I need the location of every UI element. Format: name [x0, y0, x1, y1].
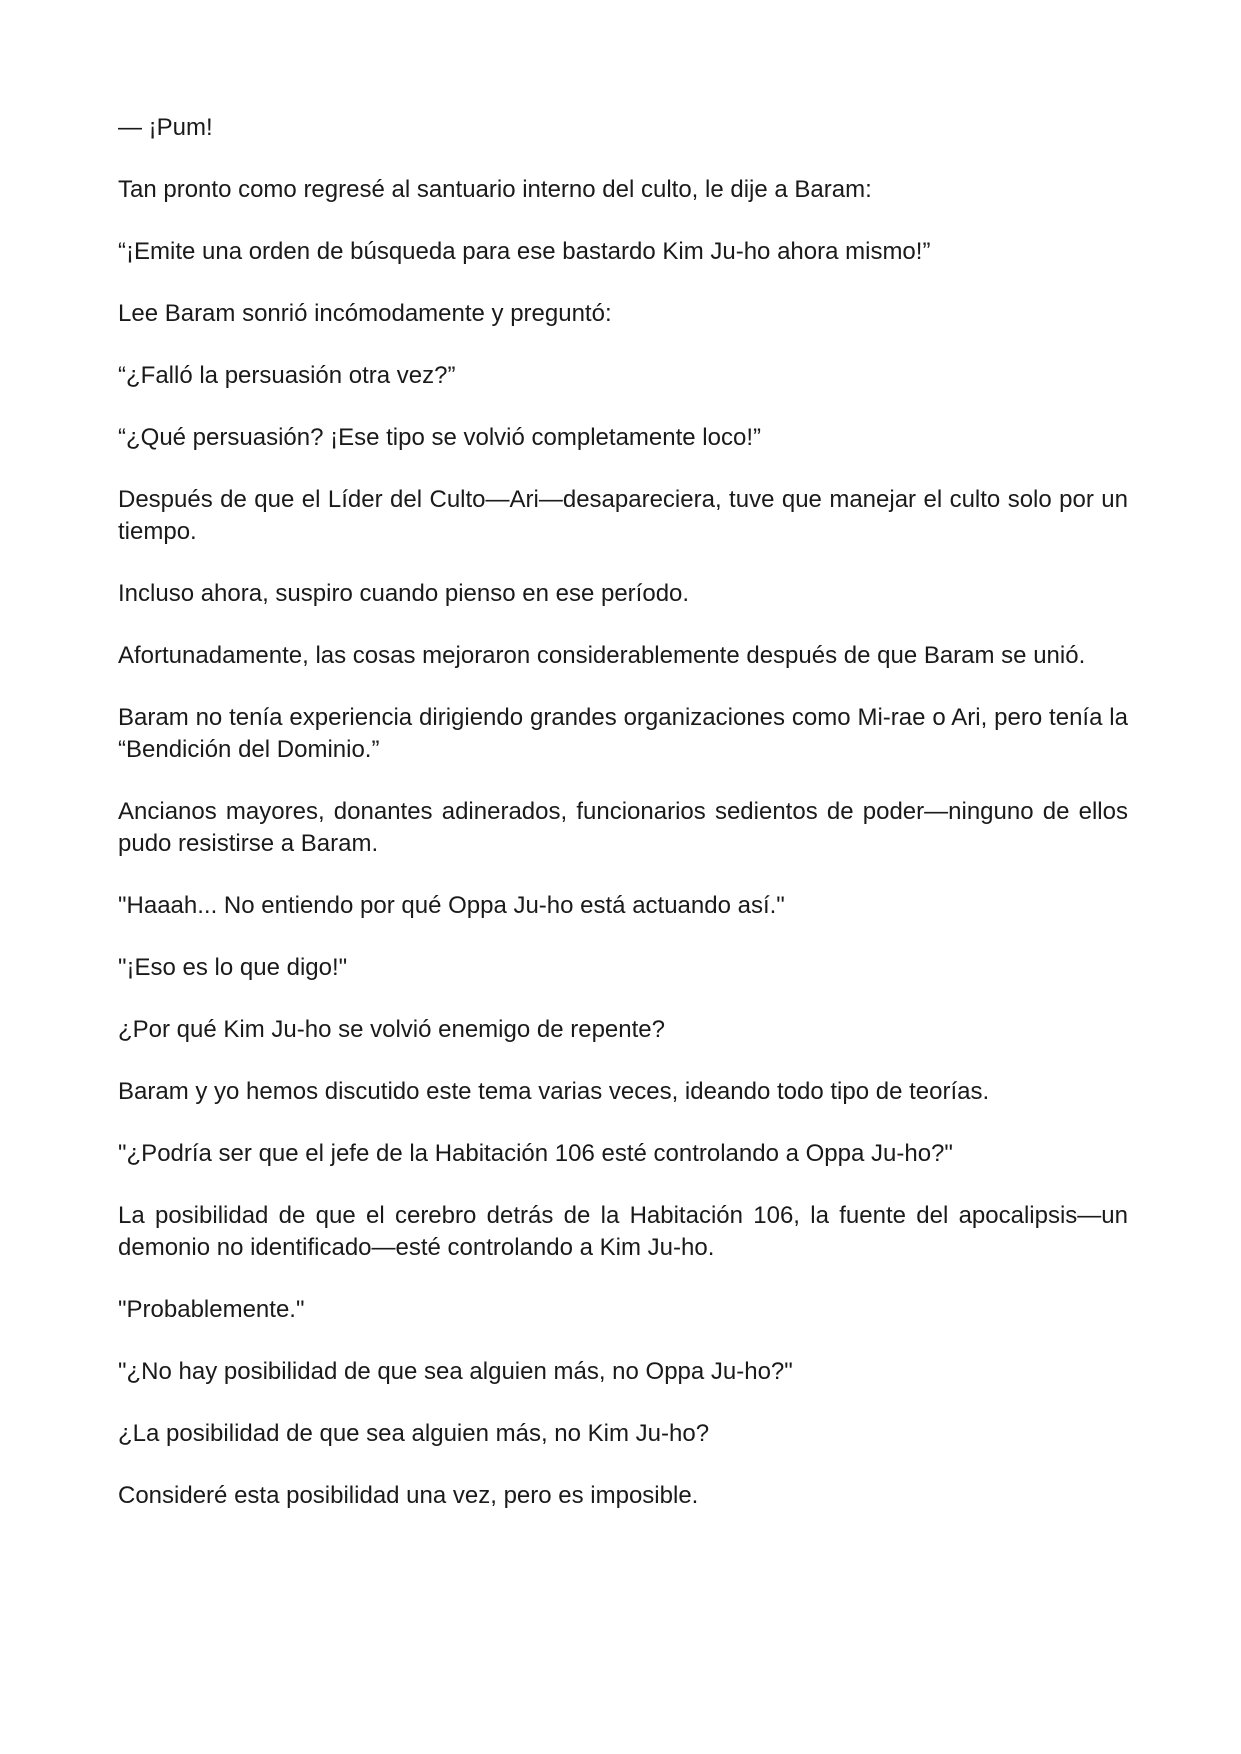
paragraph: “¿Qué persuasión? ¡Ese tipo se volvió completamente loco!” [118, 424, 761, 451]
paragraph: Incluso ahora, suspiro cuando pienso en ese período. [118, 580, 690, 607]
paragraph: Tan pronto como regresé al santuario interno del culto, le dije a Baram: [118, 176, 872, 203]
paragraph: “¿Falló la persuasión otra vez?” [118, 362, 456, 389]
paragraph: La posibilidad de que el cerebro detrás de la Habitación 106, la fuente del apocalipsis—un demonio no identificado—esté controlando a Kim Ju-ho. [118, 1202, 1128, 1261]
paragraph: Lee Baram sonrió incómodamente y preguntó: [118, 300, 612, 327]
paragraph: Después de que el Líder del Culto—Ari—desapareciera, tuve que manejar el culto solo por un tiempo. [118, 486, 1128, 545]
paragraph: Ancianos mayores, donantes adinerados, funcionarios sedientos de poder—ninguno de ellos pudo resistirse a Baram. [118, 798, 1128, 857]
paragraph: Baram y yo hemos discutido este tema varias veces, ideando todo tipo de teorías. [118, 1078, 990, 1105]
paragraph: Consideré esta posibilidad una vez, pero es imposible. [118, 1482, 699, 1509]
document-page [118, 112, 1128, 1542]
paragraph: "¡Eso es lo que digo!" [118, 954, 348, 981]
paragraph: "¿No hay posibilidad de que sea alguien más, no Oppa Ju-ho?" [118, 1358, 793, 1385]
paragraph: "Haaah... No entiendo por qué Oppa Ju-ho está actuando así." [118, 892, 785, 919]
paragraph: “¡Emite una orden de búsqueda para ese bastardo Kim Ju-ho ahora mismo!” [118, 238, 931, 265]
paragraph: Baram no tenía experiencia dirigiendo grandes organizaciones como Mi-rae o Ari, pero tenía la “Bendición del Dominio.” [118, 704, 1128, 763]
paragraph: — ¡Pum! [118, 114, 213, 141]
paragraph: Afortunadamente, las cosas mejoraron considerablemente después de que Baram se unió. [118, 642, 1086, 669]
paragraph: ¿Por qué Kim Ju-ho se volvió enemigo de repente? [118, 1016, 665, 1043]
paragraph: ¿La posibilidad de que sea alguien más, no Kim Ju-ho? [118, 1420, 710, 1447]
paragraph: "¿Podría ser que el jefe de la Habitación 106 esté controlando a Oppa Ju-ho?" [118, 1140, 953, 1167]
paragraph: "Probablemente." [118, 1296, 305, 1323]
